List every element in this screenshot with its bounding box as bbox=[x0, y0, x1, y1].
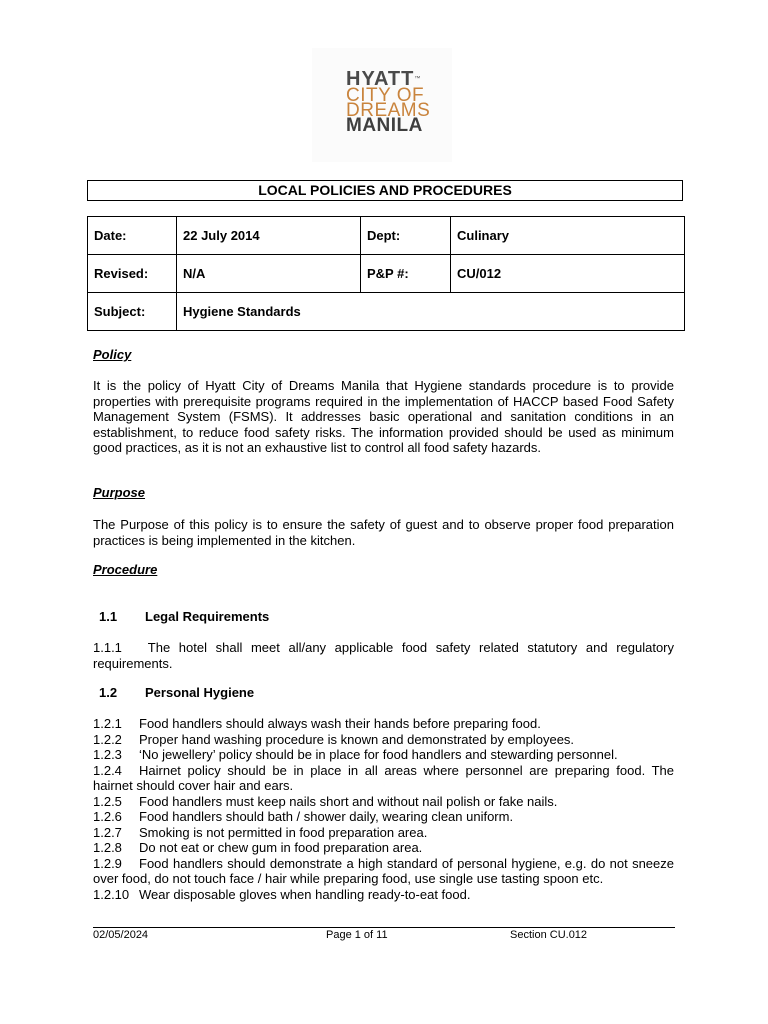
subject-label: Subject: bbox=[88, 293, 177, 331]
purpose-text: The Purpose of this policy is to ensure the safety of guest and to observe proper food preparation practices is being implemented in the kitchen. bbox=[93, 517, 674, 548]
dept-label: Dept: bbox=[361, 217, 451, 255]
section-number: 1.1 bbox=[99, 609, 118, 624]
footer-divider bbox=[93, 927, 675, 928]
policy-text: It is the policy of Hyatt City of Dreams Manila that Hygiene standards procedure is to provide properties with prerequisite programs required in the implementation of HACCP based Food Safety Management System (FSMS). It addresses basic operational and sanitation conditions in an establishment, to reduce food safety risks. The information provided should be used as minimum good practices, as it is not an exhaustive list to control all food safety hazards. bbox=[93, 378, 674, 455]
personal-hygiene-list bbox=[93, 716, 674, 902]
document-title: LOCAL POLICIES AND PROCEDURES bbox=[87, 180, 683, 201]
footer-section: Section CU.012 bbox=[510, 929, 588, 941]
revised-value: N/A bbox=[177, 255, 361, 293]
date-value: 22 July 2014 bbox=[177, 217, 361, 255]
hyatt-logo bbox=[312, 48, 452, 162]
item-text: The hotel shall meet all/any applicable food safety related statutory and regulatory requirements. bbox=[93, 640, 674, 671]
subject-value: Hygiene Standards bbox=[177, 293, 685, 331]
list-item: 1.2.7 Smoking is not permitted in food preparation area. bbox=[93, 824, 428, 840]
date-label: Date: bbox=[88, 217, 177, 255]
pp-label: P&P #: bbox=[361, 255, 451, 293]
logo-hyatt: HYATT™ bbox=[346, 68, 422, 90]
section-title: Personal Hygiene bbox=[145, 685, 255, 700]
policy-heading: Policy bbox=[93, 347, 132, 362]
list-item: 1.2.9 Food handlers should demonstrate a high standard of personal hygiene, e.g. do not sneeze over food, do not touch face / hair while preparing food, use single use tasting spoon etc. bbox=[93, 855, 674, 886]
section-1-2-heading bbox=[99, 685, 680, 701]
list-item: 1.2.1 Food handlers should always wash their hands before preparing food. bbox=[93, 716, 541, 731]
logo-dreams: DREAMS bbox=[346, 100, 431, 121]
list-item: 1.2.3 ‘No jewellery’ policy should be in place for food handlers and stewarding personnel. bbox=[93, 747, 618, 762]
list-item: 1.2.4 Hairnet policy should be in place in all areas where personnel are preparing food. The hairnet should cover hair and ears. bbox=[93, 762, 674, 793]
document-info-table bbox=[87, 216, 685, 331]
list-item: 1.2.6 Food handlers should bath / shower daily, wearing clean uniform. bbox=[93, 809, 514, 824]
footer-page-number: Page 1 of 11 bbox=[326, 929, 388, 941]
dept-value: Culinary bbox=[451, 217, 685, 255]
section-1-1-1 bbox=[93, 640, 674, 671]
procedure-heading: Procedure bbox=[93, 562, 158, 577]
section-1-1-heading bbox=[99, 609, 680, 625]
logo-city-of: CITY OF bbox=[346, 85, 425, 106]
list-item: 1.2.5 Food handlers must keep nails short and without nail polish or fake nails. bbox=[93, 793, 558, 809]
footer-date: 02/05/2024 bbox=[93, 929, 149, 941]
list-item: 1.2.10 Wear disposable gloves when handling ready-to-eat food. bbox=[93, 886, 471, 902]
purpose-heading: Purpose bbox=[93, 485, 146, 500]
list-item: 1.2.8 Do not eat or chew gum in food preparation area. bbox=[93, 840, 423, 855]
item-number: 1.1.1 bbox=[93, 640, 122, 655]
list-item: 1.2.2 Proper hand washing procedure is known and demonstrated by employees. bbox=[93, 731, 575, 747]
logo-manila: MANILA bbox=[346, 115, 423, 136]
section-number: 1.2 bbox=[99, 685, 118, 700]
pp-value: CU/012 bbox=[451, 255, 685, 293]
revised-label: Revised: bbox=[88, 255, 177, 293]
section-title: Legal Requirements bbox=[145, 609, 270, 624]
